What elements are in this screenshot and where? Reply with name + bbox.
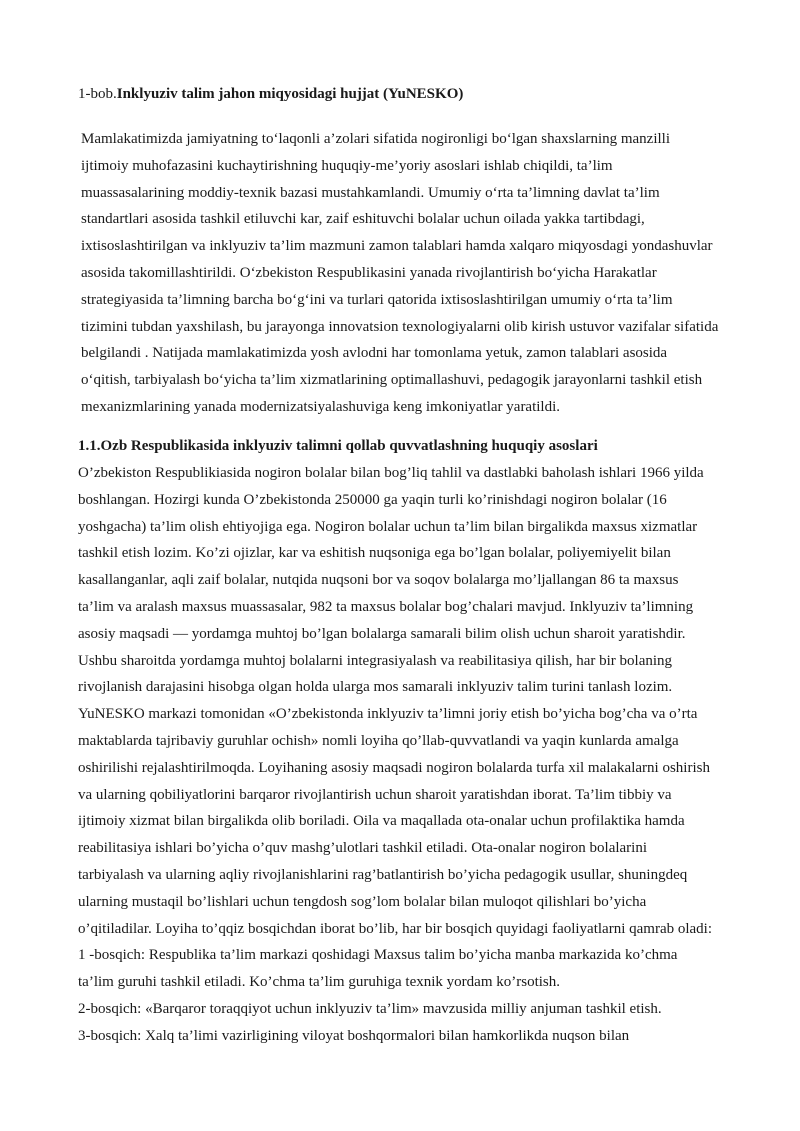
paragraph-line: yoshgacha) ta’lim olish ehtiyojiga ega. Nogiron bolalar uchun ta’lim bilan birgalikda maxsus xizmatlar [78,518,698,535]
chapter-number: 1-bob. [78,86,117,102]
chapter-title [78,82,768,106]
paragraph-line: O’zbekiston Respublikiasida nogiron bolalar bilan bog’liq tahlil va dastlabki baholash ishlari 1966 yilda [78,465,704,481]
paragraph-line: ijtimoiy muhofazasini kuchaytirishning huquqiy-me’yoriy asoslari ishlab chiqildi, ta’lim [81,157,613,174]
paragraph-line: kasallanganlar, aqli zaif bolalar, nutqida nuqsoni bor va soqov bolalarga mo’ljallangan 86 ta maxsus [78,572,679,589]
paragraph-line: asosida takomillashtirildi. O‘zbekiston Respublikasini yanada rivojlantirish bo‘yicha Harakatlar [81,264,657,281]
paragraph-line: oshirilishi rejalashtirilmoqda. Loyihaning asosiy maqsadi nogiron bolalarda turfa xil malakalarni oshirish [78,759,710,776]
paragraph-line: mexanizmlarining yanada modernizatsiyalashuviga keng imkoniyatlar yaratildi. [81,398,561,415]
paragraph-line: o‘qitish, tarbiyalash bo‘yicha ta’lim xizmatlarining optimallashuvi, pedagogik jarayonlarni tashkil etish [81,372,703,389]
section-heading: 1.1.Ozb Respublikasida inklyuziv talimni qollab quvvatlashning huquqiy asoslari [78,438,598,454]
paragraph-line: strategiyasida ta’limning barcha bo‘g‘ini va turlari qatorida ixtisoslashtirilgan umumiy o‘rta ta’lim [81,291,673,308]
paragraph-line: tizimini tubdan yaxshilash, bu jarayonga innovatsion texnologiyalarni olib kirish ustuvor vazifalar sifatida [81,318,719,335]
paragraph-line: ta’lim guruhi tashkil etiladi. Ko’chma ta’lim guruhiga texnik yordam ko’rsotish. [78,974,560,991]
paragraph-line: 3-bosqich: Xalq ta’limi vazirligining viloyat boshqormalori bilan hamkorlikda nuqson bilan [78,1027,630,1044]
paragraph-line: 2-bosqich: «Barqaror toraqqiyot uchun inklyuziv ta’lim» mavzusida milliy anjuman tashkil etish. [78,1000,662,1017]
paragraph-line: asosiy maqsadi — yordamga muhtoj bo’lgan bolalarga samarali bilim olish uchun sharoit yaratishdir. [78,625,686,642]
paragraph-line: ixtisoslashtirilgan va inklyuziv ta’lim mazmuni zamon talablari hamda xalqaro miqyosdagi yondashuvlar [81,238,713,255]
paragraph-line: tashkil etish lozim. Ko’zi ojizlar, kar va eshitish nuqsoniga ega bo’lgan bolalar, poliyemiyelit bilan [78,545,671,562]
paragraph-line: ularning mustaqil bo’lishlari uchun tengdosh sog’lom bolalar bilan muloqot qilishlari bo’yicha [78,893,647,910]
paragraph-line: Mamlakatimizda jamiyatning to‘laqonli a’zolari sifatida nogironligi bo‘lgan shaxslarning manzilli [81,131,671,147]
paragraph-line: va ularning qobiliyatlorini barqaror rivojlantirish uchun sharoit yaratishdan iborat. Ta’lim tibbiy va [78,786,672,803]
body-paragraph [78,460,768,1050]
paragraph-line: boshlangan. Hozirgi kunda O’zbekistonda 250000 ga yaqin turli ko’rinishdagi nogiron bolalar (16 [78,491,667,508]
paragraph-line: tarbiyalash va ularning aqliy rivojlanishlarini rag’batlantirish bo’yicha pedagogik usullar, shuningdeq [78,866,688,883]
paragraph-line: belgilandi . Natijada mamlakatimizda yosh avlodni har tomonlama yetuk, zamon talablari asosida [81,345,668,362]
paragraph-line: ta’lim va aralash maxsus muassasalar, 982 ta maxsus bolalar bog’chalari mavjud. Inklyuziv ta’limning [78,598,694,615]
paragraph-line: standartlari asosida tashkil etiluvchi kar, zaif eshituvchi bolalar uchun oilada yakka tartibdagi, [81,211,645,228]
paragraph-line: 1 -bosqich: Respublika ta’lim markazi qoshidagi Maxsus talim bo’yicha manba markazida ko’chma [78,947,678,964]
paragraph-line: rivojlanish darajasini hisobga olgan holda ularga mos samarali inklyuziv talim turini tanlash lozim. [78,679,673,696]
paragraph-line: Ushbu sharoitda yordamga muhtoj bolalarni integrasiyalash va reabilitasiya qilish, har bir bolaning [78,652,673,669]
chapter-heading: Inklyuziv talim jahon miqyosidagi hujjat (YuNESKO) [116,86,464,102]
paragraph-line: YuNESKO markazi tomonidan «O’zbekistonda inklyuziv ta’limni joriy etish bo’yicha bog’cha va o’rta [78,706,698,723]
paragraph-line: o’qitiladilar. Loyiha to’qqiz bosqichdan iborat bo’lib, har bir bosqich quyidagi faoliyatlarni qamrab oladi: [78,920,713,937]
paragraph-line: muassasalarining moddiy-texnik bazasi mustahkamlandi. Umumiy o‘rta ta’limning davlat ta’lim [81,184,660,201]
intro-paragraph [78,126,768,421]
paragraph-line: ijtimoiy xizmat bilan birgalikda olib boriladi. Oila va maqallada ota-onalar uchun profilaktika hamda [78,813,685,830]
paragraph-line: reabilitasiya ishlari bo’yicha o’quv mashg’ulotlari tashkil etiladi. Ota-onalar nogiron bolalarini [78,840,648,857]
paragraph-line: maktablarda tajribaviy guruhlar ochish» nomli loyiha qo’llab-quvvatlandi va yaqin kunlarda amalga [78,732,679,749]
